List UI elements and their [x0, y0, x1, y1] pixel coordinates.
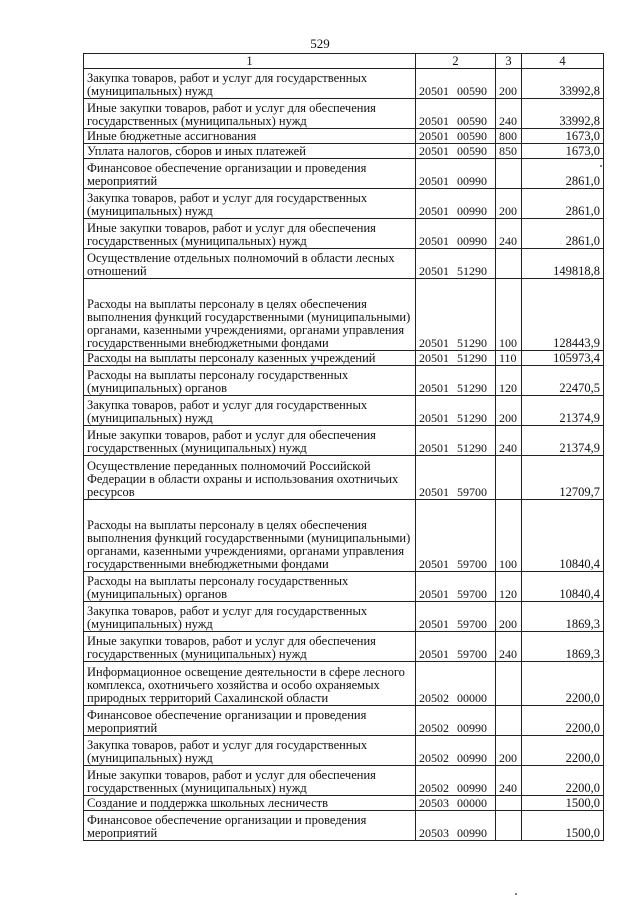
row-code-cell: [416, 500, 496, 572]
row-amount-cell: 2861,0: [522, 219, 604, 249]
row-amount-cell: 33992,8: [522, 69, 604, 99]
code-section: 20503: [419, 796, 449, 810]
row-code-cell: [416, 366, 496, 396]
row-name-cell: Создание и поддержка школьных лесничеств: [84, 796, 416, 811]
row-code-cell: [416, 572, 496, 602]
code-item: 00990: [457, 721, 487, 735]
table-row: [84, 456, 604, 500]
row-code-cell: [416, 811, 496, 841]
row-code-cell: [416, 706, 496, 736]
table-row: [84, 811, 604, 841]
code-item: 59700: [457, 647, 487, 661]
table-body: [84, 69, 604, 841]
row-code-cell: [416, 766, 496, 796]
code-section: 20501: [419, 84, 449, 98]
row-code-cell: [416, 632, 496, 662]
code-section: 20501: [419, 441, 449, 455]
row-type-cell: 120: [496, 366, 522, 396]
code-item: 00590: [457, 129, 487, 143]
row-code-cell: [416, 144, 496, 159]
row-amount-cell: 12709,7: [522, 456, 604, 500]
column-header-code: 2: [416, 54, 496, 69]
row-type-cell: 200: [496, 69, 522, 99]
row-code-cell: [416, 159, 496, 189]
row-type-cell: 240: [496, 99, 522, 129]
code-item: 59700: [457, 587, 487, 601]
row-name-cell: Расходы на выплаты персоналу в целях обеспечения выполнения функций государственными (муниципальными) органами, казенными учреждениями, органами управления государственными внебюджетными фондами: [84, 279, 416, 351]
table-row: [84, 366, 604, 396]
row-type-cell: 800: [496, 129, 522, 144]
code-item: 51290: [457, 411, 487, 425]
code-section: 20501: [419, 587, 449, 601]
row-type-cell: 110: [496, 351, 522, 366]
row-code-cell: [416, 279, 496, 351]
row-type-cell: [496, 796, 522, 811]
table-row: [84, 351, 604, 366]
row-code-cell: [416, 396, 496, 426]
code-section: 20501: [419, 336, 449, 350]
row-name-cell: Закупка товаров, работ и услуг для государственных (муниципальных) нужд: [84, 69, 416, 99]
row-amount-cell: 10840,4: [522, 572, 604, 602]
row-code-cell: [416, 662, 496, 706]
row-name-cell: Финансовое обеспечение организации и проведения мероприятий: [84, 159, 416, 189]
row-type-cell: 100: [496, 279, 522, 351]
row-name-cell: Иные закупки товаров, работ и услуг для обеспечения государственных (муниципальных) нужд: [84, 219, 416, 249]
table-row: [84, 396, 604, 426]
column-header-amount: 4: [522, 54, 604, 69]
column-header-name: 1: [84, 54, 416, 69]
code-section: 20501: [419, 234, 449, 248]
row-code-cell: [416, 189, 496, 219]
code-item: 59700: [457, 485, 487, 499]
code-section: 20501: [419, 381, 449, 395]
row-type-cell: 240: [496, 219, 522, 249]
row-code-cell: [416, 736, 496, 766]
row-name-cell: Иные бюджетные ассигнования: [84, 129, 416, 144]
table-row: [84, 159, 604, 189]
row-amount-cell: 105973,4: [522, 351, 604, 366]
table-row: [84, 129, 604, 144]
row-name-cell: Осуществление переданных полномочий Российской Федерации в области охраны и использования охотничьих ресурсов: [84, 456, 416, 500]
row-amount-cell: 2200,0: [522, 706, 604, 736]
code-item: 00590: [457, 114, 487, 128]
table-row: [84, 632, 604, 662]
code-section: 20501: [419, 144, 449, 158]
row-name-cell: Закупка товаров, работ и услуг для государственных (муниципальных) нужд: [84, 189, 416, 219]
code-item: 00990: [457, 751, 487, 765]
row-name-cell: Финансовое обеспечение организации и проведения мероприятий: [84, 706, 416, 736]
row-type-cell: 100: [496, 500, 522, 572]
row-amount-cell: 22470,5: [522, 366, 604, 396]
code-item: 51290: [457, 336, 487, 350]
table-row: [84, 426, 604, 456]
row-name-cell: Закупка товаров, работ и услуг для государственных (муниципальных) нужд: [84, 396, 416, 426]
code-item: 51290: [457, 351, 487, 365]
row-amount-cell: 2200,0: [522, 662, 604, 706]
row-code-cell: [416, 129, 496, 144]
row-type-cell: 240: [496, 426, 522, 456]
row-name-cell: Иные закупки товаров, работ и услуг для обеспечения государственных (муниципальных) нужд: [84, 426, 416, 456]
row-name-cell: Иные закупки товаров, работ и услуг для обеспечения государственных (муниципальных) нужд: [84, 766, 416, 796]
code-item: 00990: [457, 204, 487, 218]
row-name-cell: Расходы на выплаты персоналу государственных (муниципальных) органов: [84, 366, 416, 396]
row-amount-cell: 2200,0: [522, 766, 604, 796]
row-amount-cell: 149818,8: [522, 249, 604, 279]
table-row: [84, 249, 604, 279]
row-type-cell: 200: [496, 736, 522, 766]
row-type-cell: [496, 249, 522, 279]
row-name-cell: Расходы на выплаты персоналу государственных (муниципальных) органов: [84, 572, 416, 602]
row-name-cell: Расходы на выплаты персоналу казенных учреждений: [84, 351, 416, 366]
table-row: [84, 572, 604, 602]
row-type-cell: 200: [496, 396, 522, 426]
row-code-cell: [416, 219, 496, 249]
code-section: 20501: [419, 351, 449, 365]
row-amount-cell: 1869,3: [522, 602, 604, 632]
code-section: 20502: [419, 751, 449, 765]
row-type-cell: 240: [496, 632, 522, 662]
table-row: [84, 279, 604, 351]
table-row: [84, 706, 604, 736]
row-amount-cell: 33992,8: [522, 99, 604, 129]
code-section: 20501: [419, 204, 449, 218]
table-row: [84, 766, 604, 796]
table-row: [84, 662, 604, 706]
code-item: 00990: [457, 826, 487, 840]
table-row: [84, 69, 604, 99]
row-type-cell: 240: [496, 766, 522, 796]
row-amount-cell: 21374,9: [522, 396, 604, 426]
code-item: 59700: [457, 557, 487, 571]
row-code-cell: [416, 249, 496, 279]
row-amount-cell: 128443,9: [522, 279, 604, 351]
table-row: [84, 144, 604, 159]
budget-table: [83, 53, 604, 841]
row-amount-cell: 2861,0: [522, 159, 604, 189]
row-amount-cell: 2200,0: [522, 736, 604, 766]
row-type-cell: [496, 159, 522, 189]
row-name-cell: Финансовое обеспечение организации и проведения мероприятий: [84, 811, 416, 841]
row-code-cell: [416, 796, 496, 811]
code-item: 00990: [457, 234, 487, 248]
code-section: 20502: [419, 691, 449, 705]
row-type-cell: [496, 662, 522, 706]
table-row: [84, 796, 604, 811]
code-item: 00590: [457, 84, 487, 98]
page-number: 529: [310, 36, 330, 51]
code-section: 20501: [419, 129, 449, 143]
table-row: [84, 99, 604, 129]
row-amount-cell: 1869,3: [522, 632, 604, 662]
row-amount-cell: 10840,4: [522, 500, 604, 572]
table-row: [84, 500, 604, 572]
row-code-cell: [416, 602, 496, 632]
row-amount-cell: 1673,0: [522, 144, 604, 159]
code-item: 00590: [457, 144, 487, 158]
column-header-type: 3: [496, 54, 522, 69]
row-type-cell: 120: [496, 572, 522, 602]
row-amount-cell: 1673,0: [522, 129, 604, 144]
row-name-cell: Уплата налогов, сборов и иных платежей: [84, 144, 416, 159]
code-item: 51290: [457, 381, 487, 395]
code-item: 51290: [457, 264, 487, 278]
row-amount-cell: 21374,9: [522, 426, 604, 456]
scan-speck: [515, 893, 517, 895]
table-row: [84, 736, 604, 766]
code-section: 20502: [419, 721, 449, 735]
row-type-cell: [496, 706, 522, 736]
row-amount-cell: 2861,0: [522, 189, 604, 219]
code-item: 00000: [457, 691, 487, 705]
row-amount-cell: 1500,0: [522, 796, 604, 811]
code-item: 51290: [457, 441, 487, 455]
scan-speck: [600, 165, 602, 167]
table-row: [84, 219, 604, 249]
code-section: 20501: [419, 557, 449, 571]
row-name-cell: Иные закупки товаров, работ и услуг для обеспечения государственных (муниципальных) нужд: [84, 99, 416, 129]
code-section: 20502: [419, 781, 449, 795]
row-type-cell: 850: [496, 144, 522, 159]
row-name-cell: Информационное освещение деятельности в сфере лесного комплекса, охотничьего хозяйства и особо охраняемых природных территорий Сахалинской области: [84, 662, 416, 706]
code-section: 20501: [419, 485, 449, 499]
row-type-cell: [496, 811, 522, 841]
table-row: [84, 189, 604, 219]
row-code-cell: [416, 456, 496, 500]
row-code-cell: [416, 69, 496, 99]
row-name-cell: Иные закупки товаров, работ и услуг для обеспечения государственных (муниципальных) нужд: [84, 632, 416, 662]
code-section: 20501: [419, 264, 449, 278]
row-amount-cell: 1500,0: [522, 811, 604, 841]
table-header-row: [84, 54, 604, 69]
table-row: [84, 602, 604, 632]
code-section: 20503: [419, 826, 449, 840]
code-item: 59700: [457, 617, 487, 631]
code-item: 00990: [457, 781, 487, 795]
row-name-cell: Осуществление отдельных полномочий в области лесных отношений: [84, 249, 416, 279]
row-type-cell: 200: [496, 602, 522, 632]
row-code-cell: [416, 426, 496, 456]
code-section: 20501: [419, 174, 449, 188]
code-section: 20501: [419, 617, 449, 631]
code-section: 20501: [419, 411, 449, 425]
code-section: 20501: [419, 647, 449, 661]
row-name-cell: Закупка товаров, работ и услуг для государственных (муниципальных) нужд: [84, 736, 416, 766]
row-code-cell: [416, 99, 496, 129]
code-item: 00000: [457, 796, 487, 810]
code-item: 00990: [457, 174, 487, 188]
row-name-cell: Расходы на выплаты персоналу в целях обеспечения выполнения функций государственными (муниципальными) органами, казенными учреждениями, органами управления государственными внебюджетными фондами: [84, 500, 416, 572]
code-section: 20501: [419, 114, 449, 128]
row-type-cell: 200: [496, 189, 522, 219]
row-name-cell: Закупка товаров, работ и услуг для государственных (муниципальных) нужд: [84, 602, 416, 632]
row-code-cell: [416, 351, 496, 366]
row-type-cell: [496, 456, 522, 500]
